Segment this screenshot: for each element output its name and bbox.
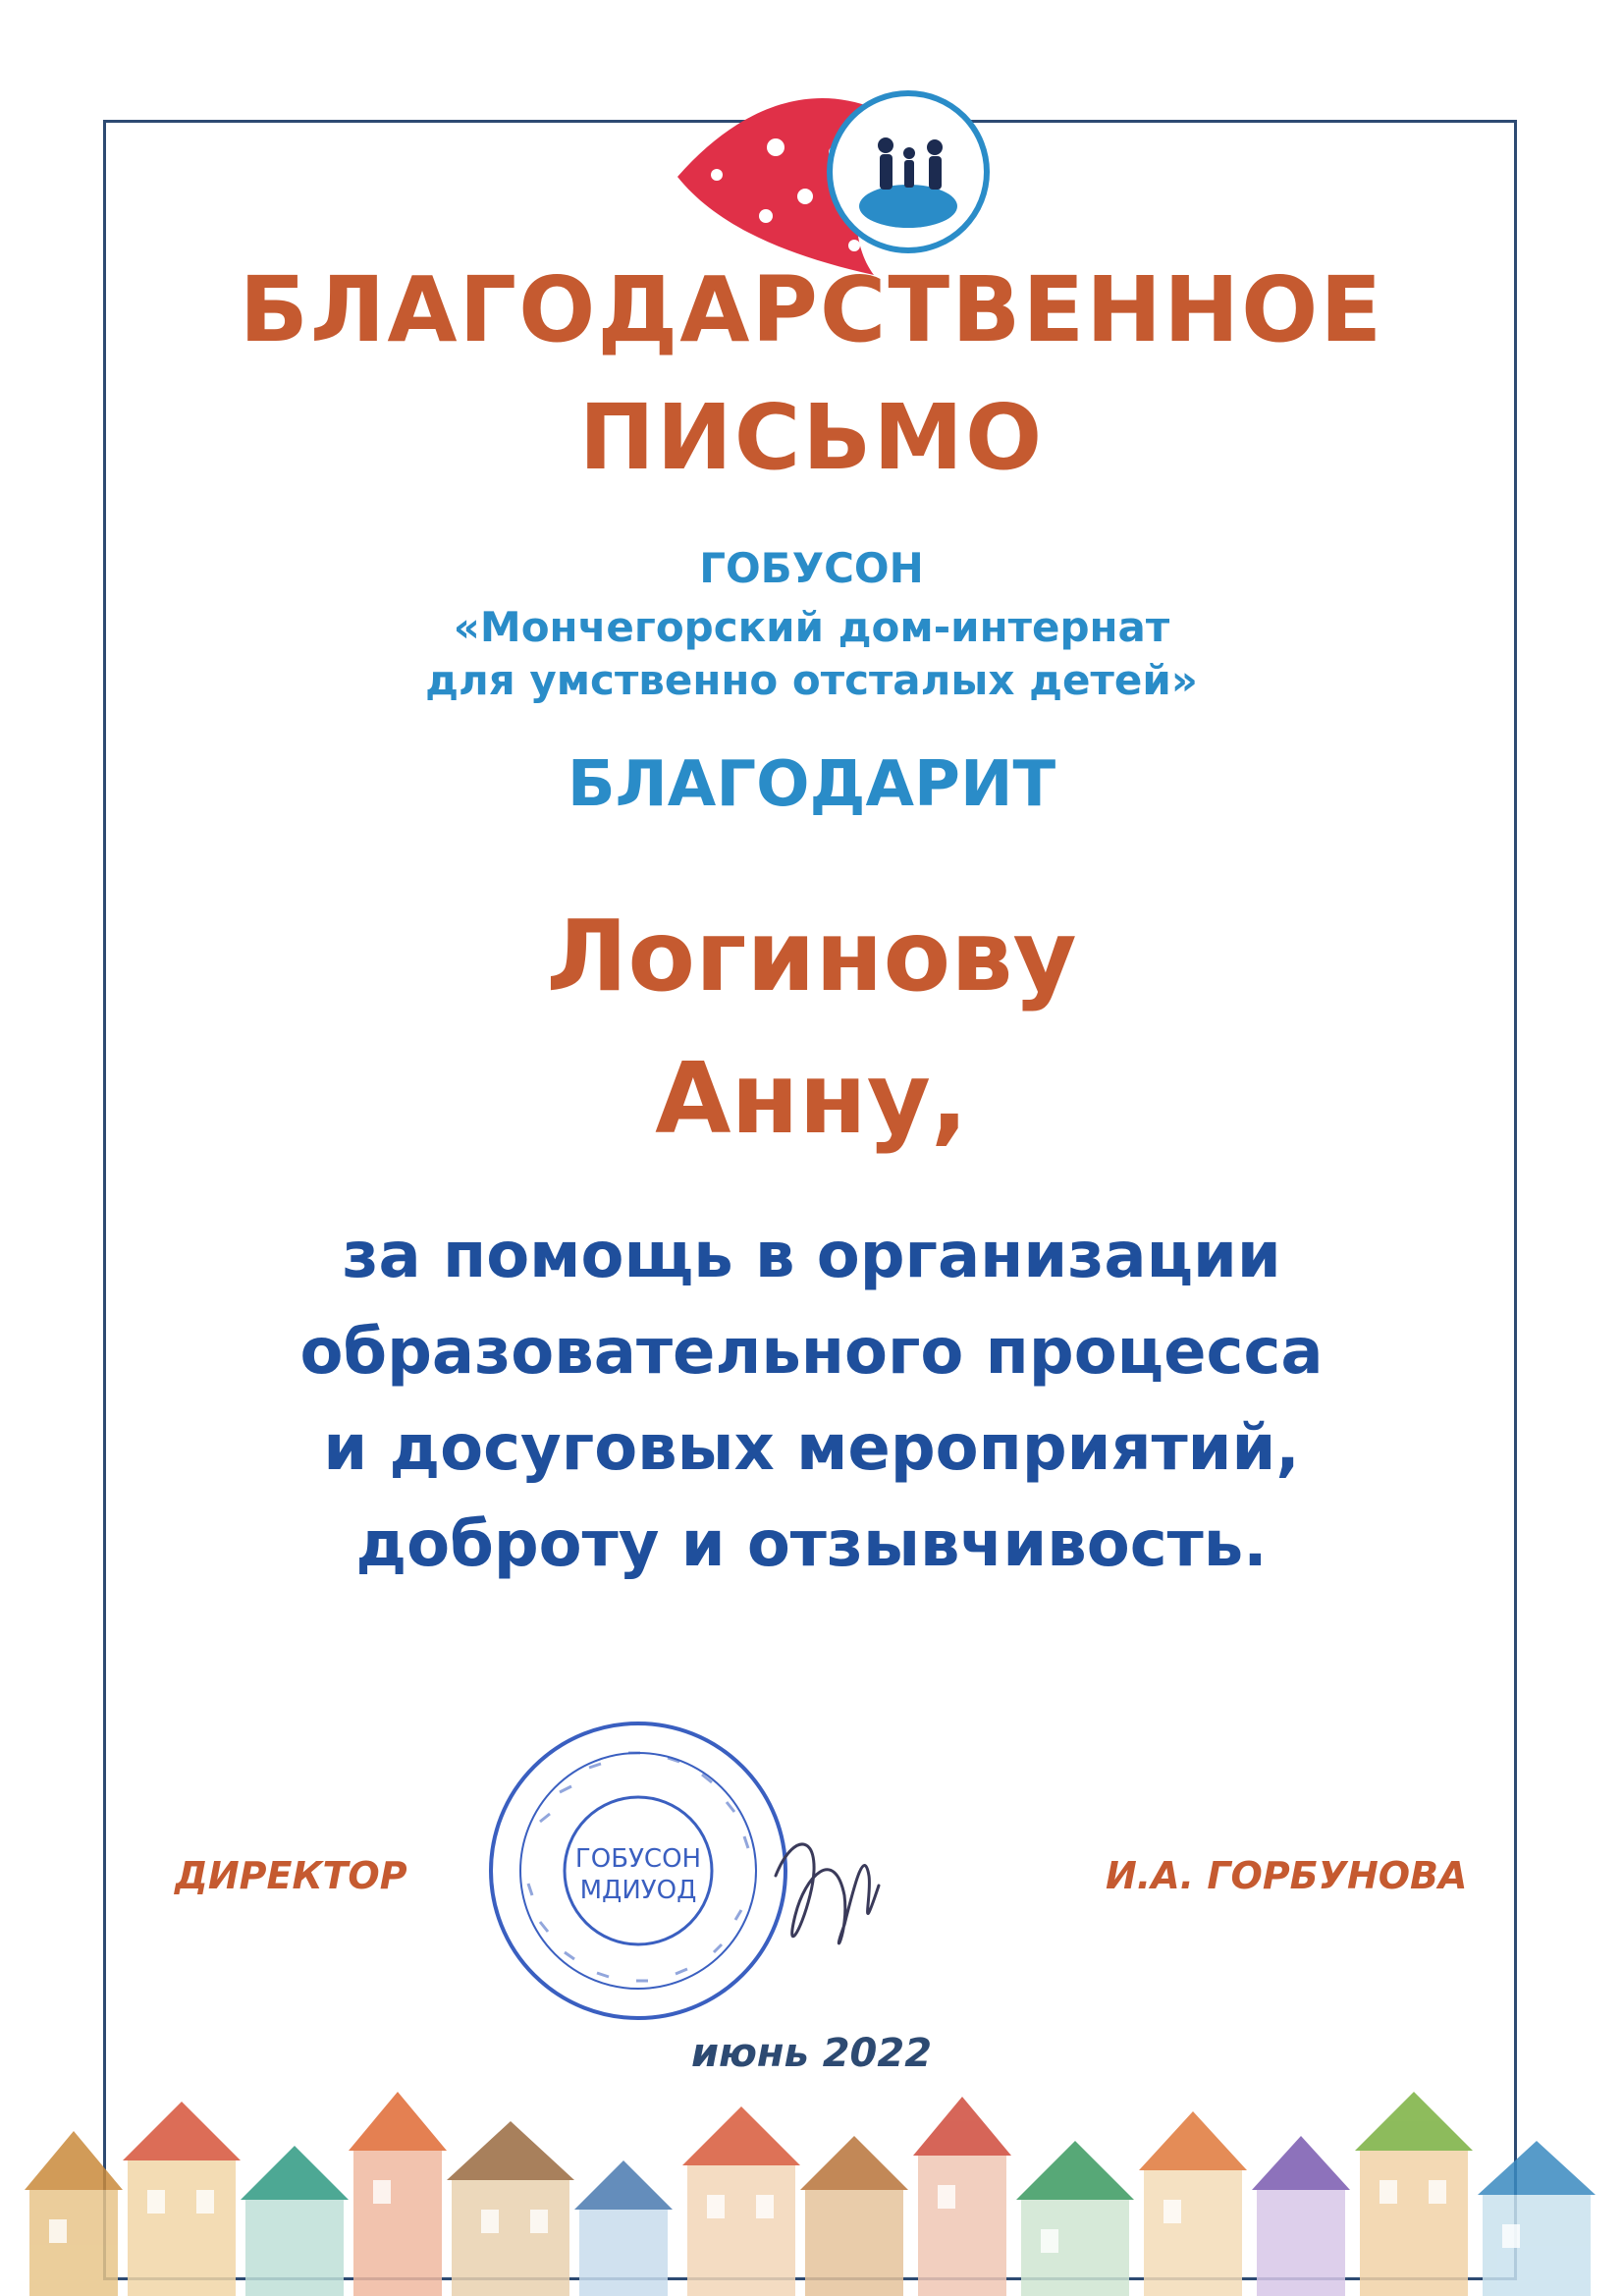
signer-position: ДИРЕКТОР [175, 1854, 407, 1897]
recipient-first-name: Анну, [655, 1041, 968, 1156]
signature-mark [756, 1787, 903, 1984]
thanks-heading: БЛАГОДАРИТ [567, 748, 1056, 821]
stamp-center-line2: МДИУОД [579, 1876, 697, 1905]
reason-line: за помощь в организации [342, 1220, 1281, 1292]
org-name-line3: для умственно отсталых детей» [425, 656, 1198, 704]
letter-title-line1: БЛАГОДАРСТВЕННОЕ [239, 257, 1384, 362]
reason-line: и досуговых мероприятий, [323, 1412, 1300, 1485]
letter-title-line2: ПИСЬМО [578, 385, 1045, 490]
stamp-center-line1: ГОБУСОН [574, 1844, 702, 1874]
issue-date: июнь 2022 [690, 2031, 933, 2076]
org-name-line2: «Мончегорский дом-интернат [453, 603, 1170, 651]
signer-name: И.А. ГОРБУНОВА [1106, 1854, 1468, 1897]
reason-line: доброту и отзывчивость. [355, 1508, 1268, 1581]
recipient-surname: Логинову [546, 899, 1077, 1013]
official-stamp [481, 1714, 795, 2028]
reason-line: образовательного процесса [299, 1316, 1324, 1389]
org-name-line1: ГОБУСОН [699, 544, 924, 592]
town-illustration [0, 2043, 1623, 2296]
